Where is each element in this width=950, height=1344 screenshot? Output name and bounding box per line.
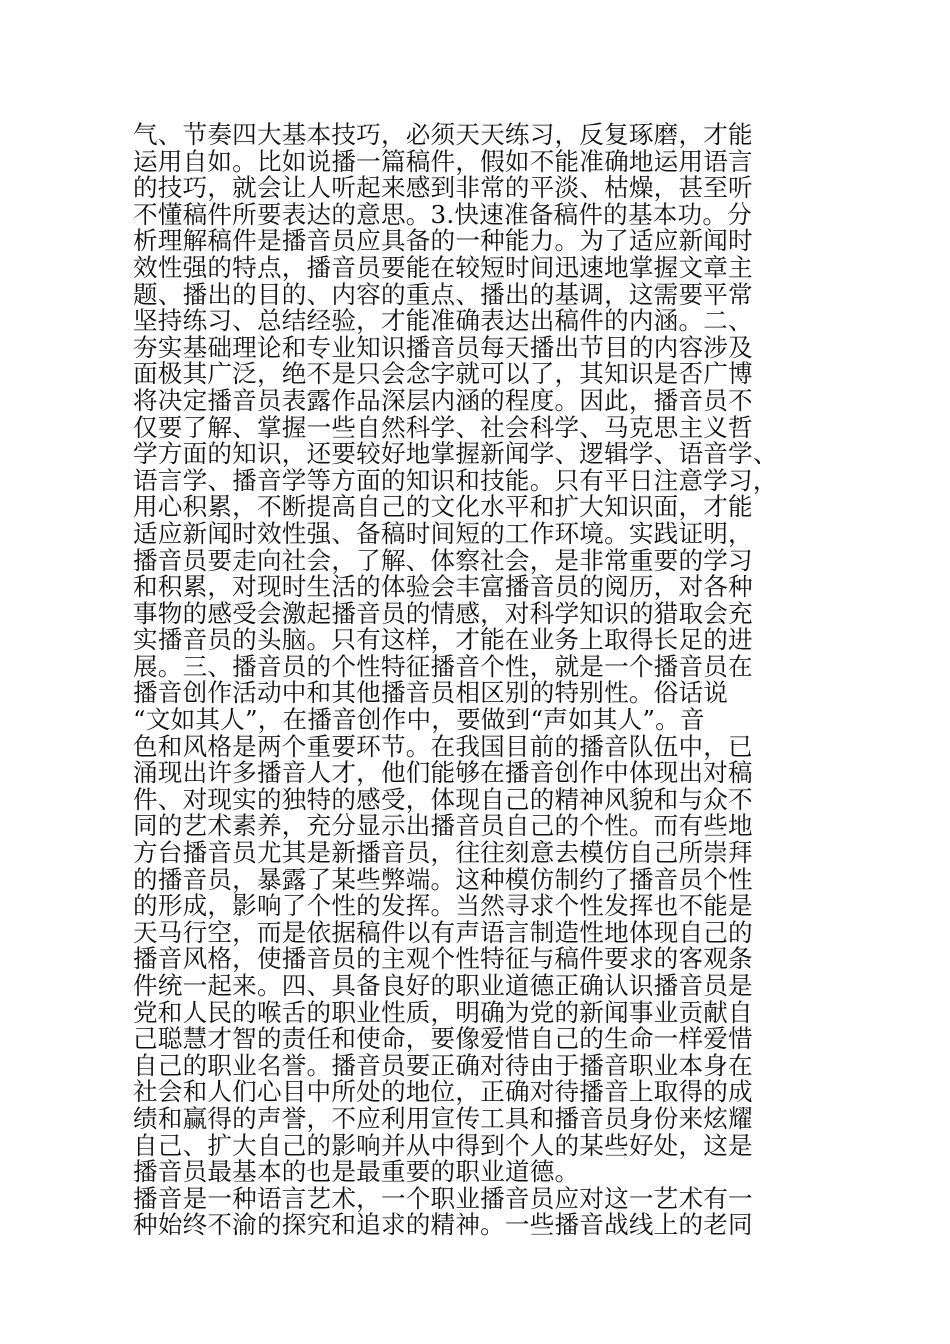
text-line: 仅要了解、掌握一些自然科学、社会科学、马克思主义哲	[133, 412, 753, 442]
text-line: 适应新闻时效性强、备稿时间短的工作环境。实践证明，	[133, 518, 753, 548]
text-line: 的技巧，就会让人听起来感到非常的平淡、枯燥，甚至听	[133, 173, 753, 203]
text-line: 件统一起来。四、具备良好的职业道德正确认识播音员是	[133, 971, 753, 1000]
text-line: 播音创作活动中和其他播音员相区别的特别性。俗话说	[133, 678, 729, 708]
text-line: 析理解稿件是播音员应具备的一种能力。为了适应新闻时	[133, 226, 753, 256]
text-line: 展。三、播音员的个性特征播音个性，就是一个播音员在	[133, 651, 753, 681]
text-line: 种始终不渝的探究和追求的精神。一些播音战线上的老同	[133, 1210, 753, 1240]
text-line: 实播音员的头脑。只有这样，才能在业务上取得长足的进	[133, 625, 753, 655]
text-line: 题、播出的目的、内容的重点、播出的基调，这需要平常	[133, 279, 753, 309]
text-line: 同的艺术素养，充分显示出播音员自己的个性。而有些地	[133, 811, 753, 841]
text-line: 面极其广泛，绝不是只会念字就可以了，其知识是否广博	[133, 359, 753, 389]
text-line: 党和人民的喉舌的职业性质，明确为党的新闻事业贡献自	[133, 997, 753, 1027]
text-line: 将决定播音员表露作品深层内涵的程度。因此，播音员不	[133, 385, 753, 415]
text-line: 播音是一种语言艺术，一个职业播音员应对这一艺术有一	[133, 1183, 753, 1213]
text-line: 自己的职业名誉。播音员要正确对待由于播音职业本身在	[133, 1050, 753, 1080]
text-line: 播音员最基本的也是最重要的职业道德。	[133, 1157, 580, 1187]
text-line: 用心积累，不断提高自己的文化水平和扩大知识面，才能	[133, 492, 753, 522]
text-line: 和积累，对现时生活的体验会丰富播音员的阅历，对各种	[133, 572, 753, 602]
text-line: 播音员要走向社会，了解、体察社会，是非常重要的学习	[133, 545, 753, 575]
text-line: 社会和人们心目中所处的地位，正确对待播音上取得的成	[133, 1077, 753, 1107]
body-text	[133, 122, 793, 1239]
text-line: 己聪慧才智的责任和使命，要像爱惜自己的生命一样爱惜	[133, 1024, 753, 1054]
text-line: “文如其人”，在播音创作中，要做到“声如其人”。音	[133, 705, 705, 735]
text-line: 运用自如。比如说播一篇稿件，假如不能准确地运用语言	[133, 146, 753, 176]
text-line: 效性强的特点，播音员要能在较短时间迅速地掌握文章主	[133, 252, 753, 282]
text-line: 气、节奏四大基本技巧，必须天天练习，反复琢磨，才能	[133, 120, 753, 149]
text-line: 方台播音员尤其是新播音员，往往刻意去模仿自己所崇拜	[133, 838, 753, 868]
text-line: 涌现出许多播音人才，他们能够在播音创作中体现出对稿	[133, 758, 753, 788]
text-line: 语言学、播音学等方面的知识和技能。只有平日注意学习，	[133, 465, 778, 495]
text-line: 件、对现实的独特的感受，体现自己的精神风貌和与众不	[133, 784, 753, 814]
text-line: 自己、扩大自己的影响并从中得到个人的某些好处，这是	[133, 1130, 753, 1160]
text-line: 的形成，影响了个性的发挥。当然寻求个性发挥也不能是	[133, 891, 753, 921]
text-line: 色和风格是两个重要环节。在我国目前的播音队伍中，已	[133, 731, 753, 761]
text-line: 事物的感受会激起播音员的情感，对科学知识的猎取会充	[133, 598, 753, 628]
text-line: 天马行空，而是依据稿件以有声语言制造性地体现自己的	[133, 917, 753, 947]
text-line: 坚持练习、总结经验，才能准确表达出稿件的内涵。二、	[133, 306, 753, 336]
text-line: 不懂稿件所要表达的意思。3.快速准备稿件的基本功。分	[133, 199, 752, 229]
text-line: 学方面的知识，还要较好地掌握新闻学、逻辑学、语音学、	[133, 439, 778, 469]
text-line: 的播音员，暴露了某些弊端。这种模仿制约了播音员个性	[133, 864, 753, 894]
text-line: 夯实基础理论和专业知识播音员每天播出节目的内容涉及	[133, 332, 753, 362]
text-line: 播音风格，使播音员的主观个性特征与稿件要求的客观条	[133, 944, 753, 974]
text-line: 绩和赢得的声誉，不应利用宣传工具和播音员身份来炫耀	[133, 1103, 753, 1133]
